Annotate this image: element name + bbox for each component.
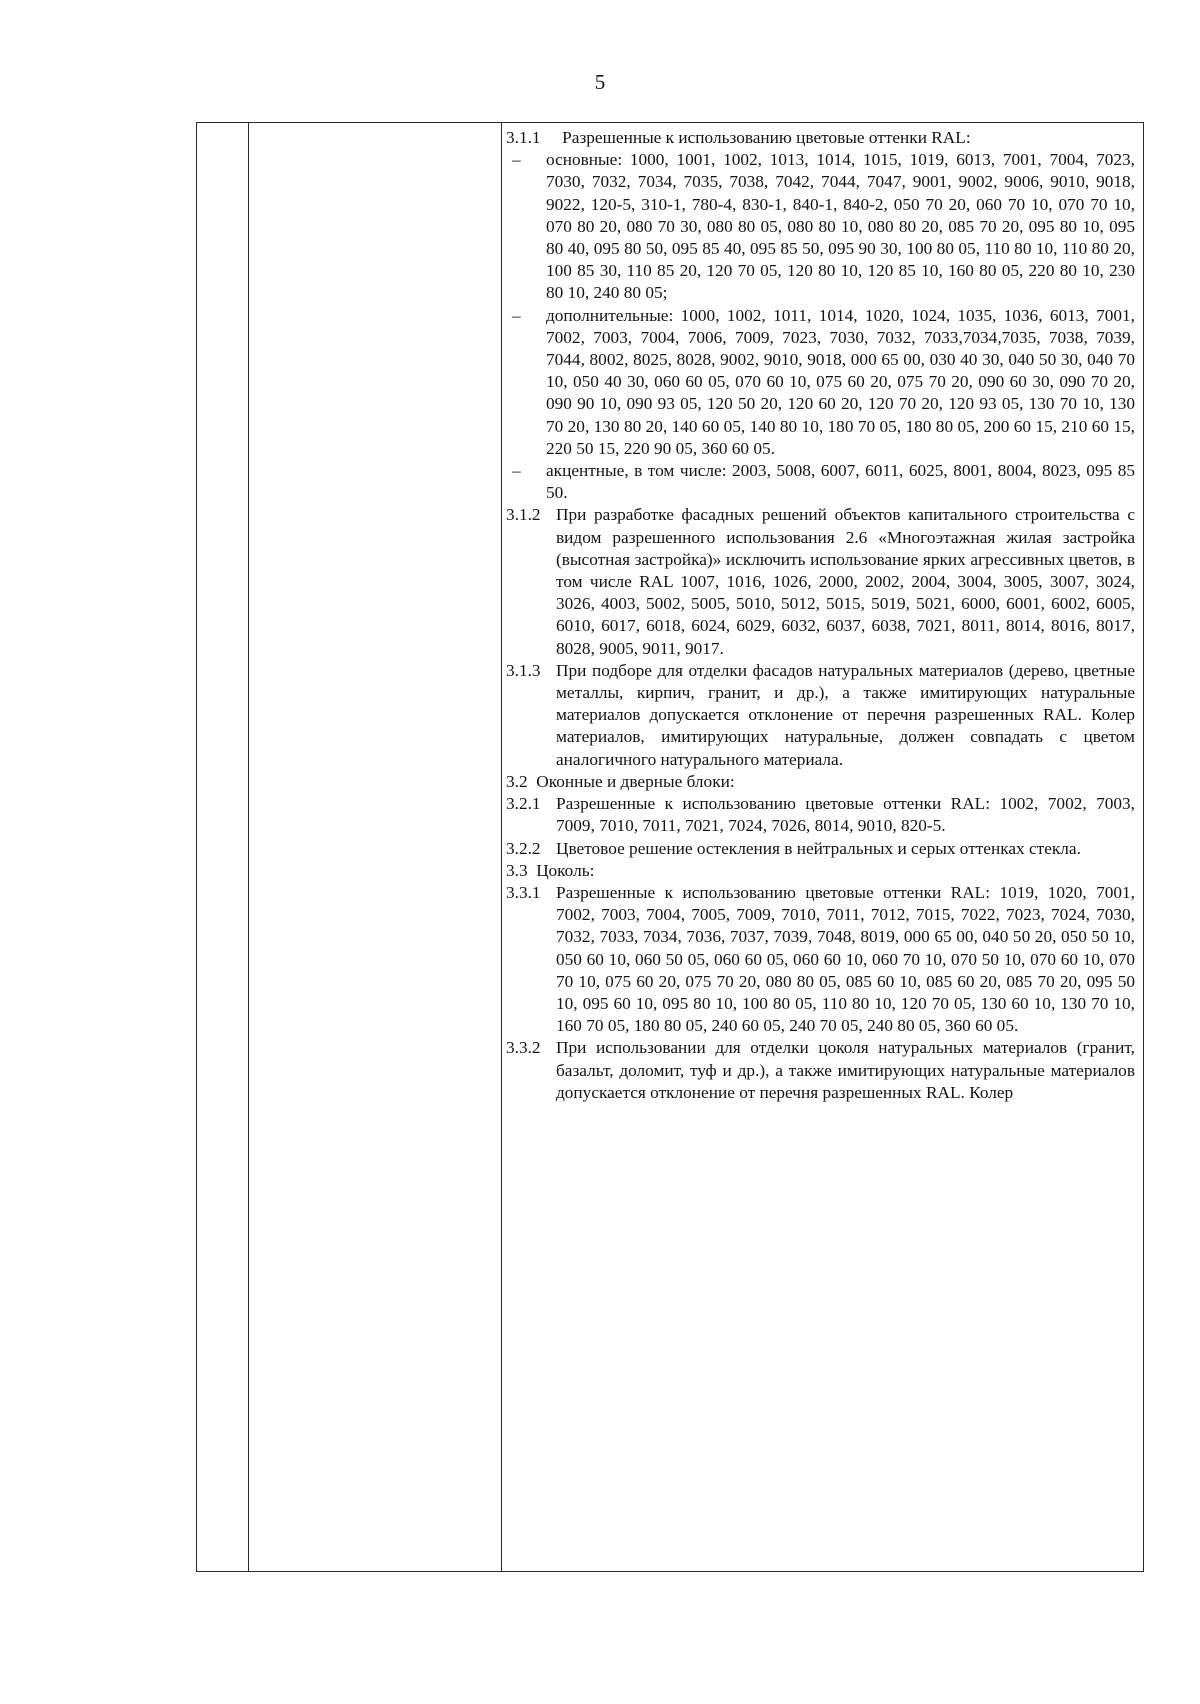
requirements-table	[196, 122, 1144, 1572]
additional-colors-text: дополнительные: 1000, 1002, 1011, 1014, 1020, 1024, 1035, 1036, 6013, 7001, 7002, 7003, 7004, 7006, 7009, 7023, 7030, 7032, 7033,7034,7035, 7038, 7039, 7044, 8002, 8025, 8028, 9002, 9010, 9018, 000 65 00, 030 40 30, 040 50 30, 040 70 10, 050 40 30, 060 60 05, 070 60 10, 075 60 20, 075 70 20, 090 60 30, 090 70 20, 090 90 10, 090 93 05, 120 50 20, 120 60 20, 120 70 20, 120 93 05, 130 70 10, 130 70 20, 130 80 20, 140 60 05, 140 80 10, 180 70 05, 180 80 05, 200 60 15, 210 60 15, 220 50 15, 220 90 05, 360 60 05.	[546, 305, 1135, 458]
section-3-2-1-number: 3.2.1	[506, 794, 541, 814]
accent-colors-text: акцентные, в том числе: 2003, 5008, 6007, 6011, 6025, 8001, 8004, 8023, 095 85 50.	[546, 461, 1135, 503]
list-item-accent-colors	[506, 460, 1135, 504]
section-3-3-2-number: 3.3.2	[506, 1038, 541, 1058]
section-3-3-1-number: 3.3.1	[506, 882, 541, 902]
list-item-basic-colors	[506, 149, 1135, 304]
section-3-3	[506, 860, 1135, 882]
basic-colors-text: основные: 1000, 1001, 1002, 1013, 1014, 1015, 1019, 6013, 7001, 7004, 7023, 7030, 7032, 7034, 7035, 7038, 7042, 7044, 7047, 9001, 9002, 9006, 9010, 9018, 9022, 120-5, 310-1, 780-4, 830-1, 840-1, 840-2, 050 70 20, 060 70 10, 070 70 10, 070 80 20, 080 70 30, 080 80 05, 080 80 10, 080 80 20, 085 70 20, 095 80 10, 095 80 40, 095 80 50, 095 85 40, 095 85 50, 095 90 30, 100 80 05, 110 80 10, 110 80 20, 100 85 30, 110 85 20, 120 70 05, 120 80 10, 120 85 10, 160 80 05, 220 80 10, 230 80 10, 240 80 05;	[546, 150, 1135, 303]
section-3-2-title: Оконные и дверные блоки:	[536, 771, 735, 791]
section-3-2-number: 3.2	[506, 771, 528, 791]
bullet-dash: –	[512, 305, 521, 325]
bullet-dash: –	[512, 461, 521, 481]
section-3-3-2-text: При использовании для отделки цоколя натуральных материалов (гранит, базальт, доломит, туф и др.), а также имитирующих натуральные материалов допускается отклонение от перечня разрешенных RAL. Колер	[556, 1038, 1135, 1102]
section-3-3-number: 3.3	[506, 860, 528, 880]
section-3-2-2-text: Цветовое решение остекления в нейтральных и серых оттенках стекла.	[556, 838, 1081, 858]
section-3-3-title: Цоколь:	[536, 860, 595, 880]
requirements-cell	[506, 127, 1135, 1104]
section-3-2	[506, 771, 1135, 793]
section-3-1-2-text: При разработке фасадных решений объектов капитального строительства с видом разрешенного использования 2.6 «Многоэтажная жилая застройка (высотная застройка)» исключить использование ярких агрессивных цветов, в том числе RAL 1007, 1016, 1026, 2000, 2002, 2004, 3004, 3005, 3007, 3024, 3026, 4003, 5002, 5005, 5010, 5012, 5015, 5019, 5021, 6000, 6001, 6002, 6005, 6010, 6017, 6018, 6024, 6029, 6032, 6037, 6038, 7021, 8011, 8014, 8016, 8017, 8028, 9005, 9011, 9017.	[556, 505, 1135, 658]
section-3-1-2-number: 3.1.2	[506, 505, 541, 525]
page-number: 5	[594, 70, 606, 94]
section-3-1-1	[506, 127, 1135, 149]
section-3-2-1-text: Разрешенные к использованию цветовые оттенки RAL: 1002, 7002, 7003, 7009, 7010, 7011, 7021, 7024, 7026, 8014, 9010, 820-5.	[556, 794, 1135, 836]
section-3-2-2	[506, 838, 1135, 860]
section-3-1-3	[506, 660, 1135, 771]
section-3-1-1-text: Разрешенные к использованию цветовые оттенки RAL:	[562, 128, 971, 147]
section-3-1-1-number: 3.1.1	[506, 128, 541, 147]
section-3-3-2	[506, 1037, 1135, 1104]
list-item-additional-colors	[506, 305, 1135, 460]
section-3-1-2	[506, 504, 1135, 659]
section-3-2-2-number: 3.2.2	[506, 838, 541, 858]
bullet-dash: –	[512, 150, 521, 170]
column-divider-1	[248, 123, 249, 1571]
section-3-3-1	[506, 882, 1135, 1037]
section-3-1-3-number: 3.1.3	[506, 660, 541, 680]
section-3-2-1	[506, 793, 1135, 837]
section-3-1-3-text: При подборе для отделки фасадов натуральных материалов (дерево, цветные металлы, кирпич, гранит, и др.), а также имитирующих натуральные материалов допускается отклонение от перечня разрешенных RAL. Колер материалов, имитирующих натуральные, должен совпадать с цветом аналогичного натурального материала.	[556, 660, 1135, 769]
section-3-3-1-text: Разрешенные к использованию цветовые оттенки RAL: 1019, 1020, 7001, 7002, 7003, 7004, 7005, 7009, 7010, 7011, 7012, 7015, 7022, 7023, 7024, 7030, 7032, 7033, 7034, 7036, 7037, 7039, 7048, 8019, 000 65 00, 040 50 20, 050 50 10, 050 60 10, 060 50 05, 060 60 05, 060 60 10, 060 70 10, 070 50 10, 070 60 10, 070 70 10, 075 60 20, 075 70 20, 080 80 05, 085 60 10, 085 60 20, 085 70 20, 095 50 10, 095 60 10, 095 80 10, 100 80 05, 110 80 10, 120 70 05, 130 60 10, 130 70 10, 160 70 05, 180 80 05, 240 60 05, 240 70 05, 240 80 05, 360 60 05.	[556, 882, 1135, 1036]
column-divider-2	[501, 123, 502, 1571]
